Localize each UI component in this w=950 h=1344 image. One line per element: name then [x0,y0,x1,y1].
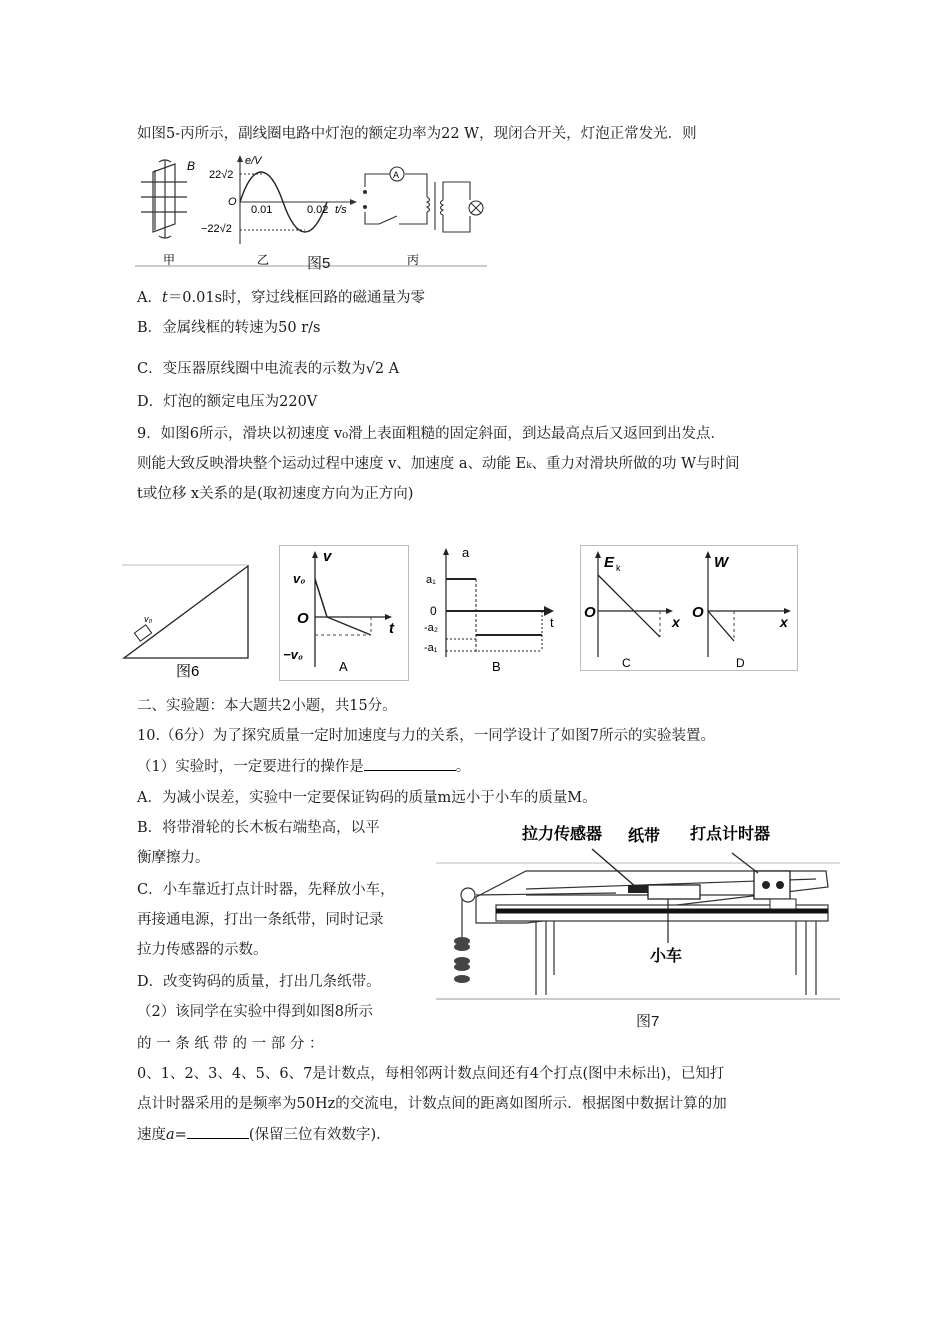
fig6-caption: 图6 [176,663,200,680]
fig7-caption: 图7 [636,1013,660,1030]
graphA-v: v [323,548,332,565]
fig5-t-axis: t/s [335,204,347,216]
fig5-circuit [364,167,484,232]
fig5-bottom-tick: −22√2 [201,223,232,235]
fig5-coil-diagram [141,160,187,238]
graphA-v0: v₀ [293,571,306,586]
graphs-c-d [580,545,798,671]
fig5-caption: 图5 [307,255,331,272]
fig5-e-axis: e/V [245,155,262,167]
q10-line-last-1: 0、1、2、3、4、5、6、7是计数点，每相邻两计数点间还有4个打点(图中未标出)，已知打 [137,1066,725,1082]
fig5-B-label: B [187,159,196,173]
q10-line-last-3: 速度a= (保留三位有效数字)． [137,1124,391,1145]
graphA-O: O [297,610,309,627]
graphC-k: k [616,563,621,573]
graphB-zero: 0 [430,604,437,618]
graphD-label: D [736,656,745,670]
q10-option-c-1: C．小车靠近打点计时器，先释放小车， [137,882,395,898]
figure-6-incline [120,562,252,682]
graphB-na2: -a₂ [424,622,439,634]
q10-option-b-1: B．将带滑轮的长木板右端垫高，以平 [137,820,380,836]
graphC-Ek: E [604,554,615,571]
fig7-cart-label: 小车 [650,948,683,965]
fig7-timer-label: 打点计时器 [690,826,771,843]
q8-option-d: D．灯泡的额定电压为220V [137,394,318,410]
fig5-jia: 甲 [163,253,176,267]
graphB-a1: a₁ [426,574,436,586]
q8-option-b: B．金属线框的转速为50 r/s [137,320,321,336]
q8-option-c: C．变压器原线圈中电流表的示数为√2 A [137,361,400,377]
fig5-t1: 0.01 [251,204,273,216]
graph-b [420,545,570,675]
graph-a [279,545,409,681]
q8-option-a: A．t＝0.01s时，穿过线框回路的磁通量为零 [137,290,426,306]
fig5-sine-graph [237,155,357,244]
q10-line-1: 10.（6分）为了探究质量一定时加速度与力的关系，一同学设计了如图7所示的实验装置。 [137,728,716,744]
q10-option-c-3: 拉力传感器的示数。 [137,942,268,958]
section-2-heading: 二、实验题：本大题共2小题，共15分。 [137,698,397,714]
q10-option-d: D．改变钩码的质量，打出几条纸带。 [137,974,381,990]
graphD-x: x [780,614,788,630]
graphB-label: B [492,659,501,674]
graphB-a: a [462,545,470,560]
q9-line-1: 9．如图6所示，滑块以初速度 v₀滑上表面粗糙的固定斜面，到达最高点后又返回到出发点． [137,426,726,442]
fig5-t2: 0.02 [307,204,329,216]
q10-option-b-2: 衡摩擦力。 [137,850,210,866]
graphA-label: A [339,659,348,674]
q10-line-last-2: 点计时器采用的是频率为50Hz的交流电，计数点间的距离如图所示．根据图中数据计算的加 [137,1096,727,1112]
q8-intro: 如图5-丙所示，副线圈电路中灯泡的额定功率为22 W，现闭合开关，灯泡正常发光．则 [137,126,697,142]
fig7-hook-weights [454,937,470,983]
q9-line-2: 则能大致反映滑块整个运动过程中速度 v、加速度 a、动能 Eₖ、重力对滑块所做的功 W与时间 [137,456,740,472]
q10-sub-2b: 的 一 条 纸 带 的 一 部 分 ： [137,1036,324,1052]
fig5-top-tick: 22√2 [209,169,234,181]
fig6-v0: v₀ [144,614,153,624]
graphA-t: t [389,620,394,637]
fig5-ammeter: A [393,170,400,180]
graphC-O: O [584,604,596,621]
graphB-na1: -a₁ [424,642,438,654]
graphC-x: x [672,614,680,630]
fig5-bing: 丙 [407,253,420,267]
figure-7-apparatus [436,815,842,1035]
graphD-W: W [714,554,729,571]
q10-sub-2a: （2）该同学在实验中得到如图8所示 [137,1004,373,1020]
fig7-sensor-label: 拉力传感器 [522,826,603,843]
fig5-origin: O [228,196,237,208]
graphB-t: t [550,615,554,630]
q10-option-a: A．为减小误差，实验中一定要保证钩码的质量m远小于小车的质量M。 [137,790,597,806]
q9-line-3: t或位移 x关系的是(取初速度方向为正方向) [137,486,414,502]
graphC-label: C [622,656,631,670]
graphA-neg-v0: −v₀ [283,647,303,662]
q10-option-c-2: 再接通电源，打出一条纸带，同时记录 [137,912,384,928]
q10-sub-1: （1）实验时，一定要进行的操作是 。 [137,756,470,777]
fig7-tape-label: 纸带 [628,828,661,845]
fig5-yi: 乙 [257,253,270,267]
graphD-O: O [692,604,704,621]
